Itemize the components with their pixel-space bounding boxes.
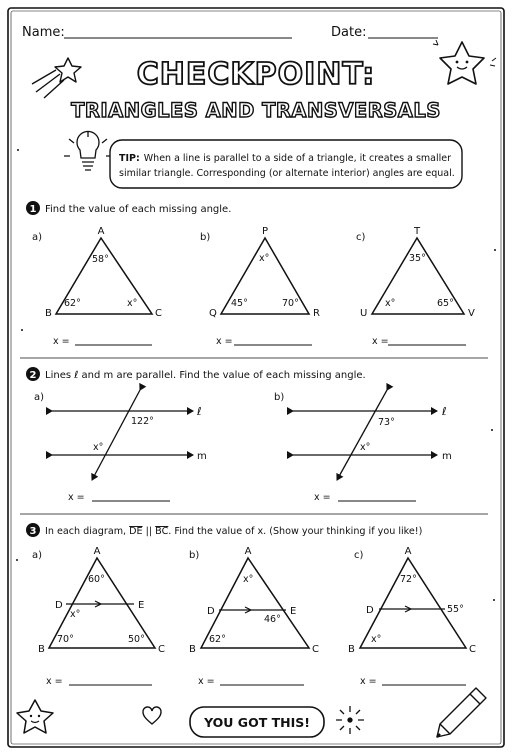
problem-letter: b) [274, 392, 285, 403]
name-label: Name: [22, 25, 65, 40]
angle-label: x° [70, 609, 81, 620]
heart-icon [143, 707, 161, 724]
angle-label: x° [371, 634, 382, 645]
angle-label: x° [93, 442, 104, 453]
line-label-l: ℓ [197, 405, 202, 418]
problem-letter: c) [356, 232, 366, 243]
angle-label: 45° [231, 298, 248, 309]
date-label: Date: [331, 25, 367, 40]
problem-2a [34, 390, 207, 503]
answer-label: x = [360, 676, 377, 687]
angle-label: 58° [92, 254, 109, 265]
vertex-label: C [155, 308, 162, 319]
line-label-m: m [197, 451, 207, 462]
answer-label: x = [53, 336, 70, 347]
problem-letter: a) [32, 232, 43, 243]
vertex-label: E [290, 606, 297, 617]
pencil-icon [437, 688, 486, 737]
vertex-label: B [38, 644, 45, 655]
problem-letter: c) [354, 550, 364, 561]
section1-number: 1 [29, 204, 37, 215]
vertex-label: Q [209, 308, 217, 319]
tip-label: TIP: [119, 153, 140, 164]
vertex-label: B [348, 644, 355, 655]
lightbulb-icon [64, 131, 112, 170]
vertex-label: P [261, 226, 269, 237]
answer-label: x = [314, 492, 331, 503]
tip-line1: When a line is parallel to a side of a triangle, it creates a smaller [143, 153, 452, 164]
angle-label: 70° [282, 298, 299, 309]
tip-text-line2: similar triangle. Corresponding (or alternate interior) angles are equal. [119, 168, 455, 179]
angle-label: 62° [209, 634, 226, 645]
vertex-label: C [158, 644, 165, 655]
problem-letter: a) [32, 550, 43, 561]
vertex-label: D [55, 600, 63, 611]
answer-label: x = [46, 676, 63, 687]
vertex-label: T [413, 226, 421, 237]
angle-label: 50° [128, 634, 145, 645]
problem-letter: a) [34, 392, 45, 403]
angle-label: x° [127, 298, 138, 309]
segment-bc: BC [155, 526, 169, 537]
problem-letter: b) [189, 550, 200, 561]
vertex-label: R [313, 308, 320, 319]
sparkle-icon [336, 706, 364, 734]
angle-label: 70° [57, 634, 74, 645]
section2-instruction: Lines ℓ and m are parallel. Find the value of each missing angle. [45, 370, 366, 381]
vertex-label: E [138, 600, 145, 611]
smiling-star-icon [17, 700, 53, 733]
angle-label: 46° [264, 614, 281, 625]
vertex-label: A [244, 546, 252, 557]
vertex-label: A [93, 546, 101, 557]
answer-label: x = [198, 676, 215, 687]
angle-label: 35° [409, 253, 426, 264]
section1-instruction: Find the value of each missing angle. [45, 204, 232, 215]
problem-1b [200, 226, 320, 347]
smiling-star-icon [433, 40, 496, 84]
angle-label: 60° [88, 574, 105, 585]
tip-text-line1 [119, 153, 451, 164]
angle-label: x° [360, 442, 371, 453]
vertex-label: D [366, 605, 374, 616]
vertex-label: B [45, 308, 52, 319]
section2-number: 2 [29, 370, 37, 381]
angle-label: 122° [131, 416, 154, 427]
shooting-star-icon [32, 58, 81, 98]
line-label-l: ℓ [442, 405, 447, 418]
segment-de: DE [129, 526, 143, 537]
vertex-label: A [97, 226, 105, 237]
section3-number: 3 [29, 526, 37, 537]
problem-3b [189, 546, 319, 687]
angle-label: x° [259, 253, 270, 264]
answer-label: x = [216, 336, 233, 347]
answer-label: x = [68, 492, 85, 503]
problem-letter: b) [200, 232, 211, 243]
angle-label: 65° [437, 298, 454, 309]
title-line2: TRIANGLES AND TRANSVERSALS [71, 99, 441, 122]
answer-label: x = [372, 336, 389, 347]
section3-instruction: In each diagram, DE || BC. Find the value of x. (Show your thinking if you like!) [45, 526, 423, 537]
vertex-label: U [360, 308, 368, 319]
vertex-label: C [469, 644, 476, 655]
transversal [337, 390, 387, 480]
vertex-label: C [312, 644, 319, 655]
problem-3c [348, 546, 476, 687]
vertex-label: V [468, 308, 475, 319]
line-label-m: m [442, 451, 452, 462]
angle-label: 72° [400, 574, 417, 585]
angle-label: 73° [378, 417, 395, 428]
problem-1a [32, 226, 162, 347]
angle-label: 55° [447, 604, 464, 615]
angle-label: x° [243, 574, 254, 585]
banner-text: YOU GOT THIS! [204, 715, 310, 730]
angle-label: x° [385, 298, 396, 309]
transversal [92, 390, 140, 480]
problem-3a [32, 546, 165, 687]
problem-1c [356, 226, 475, 347]
angle-label: 62° [64, 298, 81, 309]
vertex-label: D [207, 606, 215, 617]
vertex-label: B [189, 644, 196, 655]
tip-box [110, 140, 462, 188]
title-line1: CHECKPOINT: [136, 57, 376, 92]
problem-2b [274, 390, 452, 503]
vertex-label: A [404, 546, 412, 557]
